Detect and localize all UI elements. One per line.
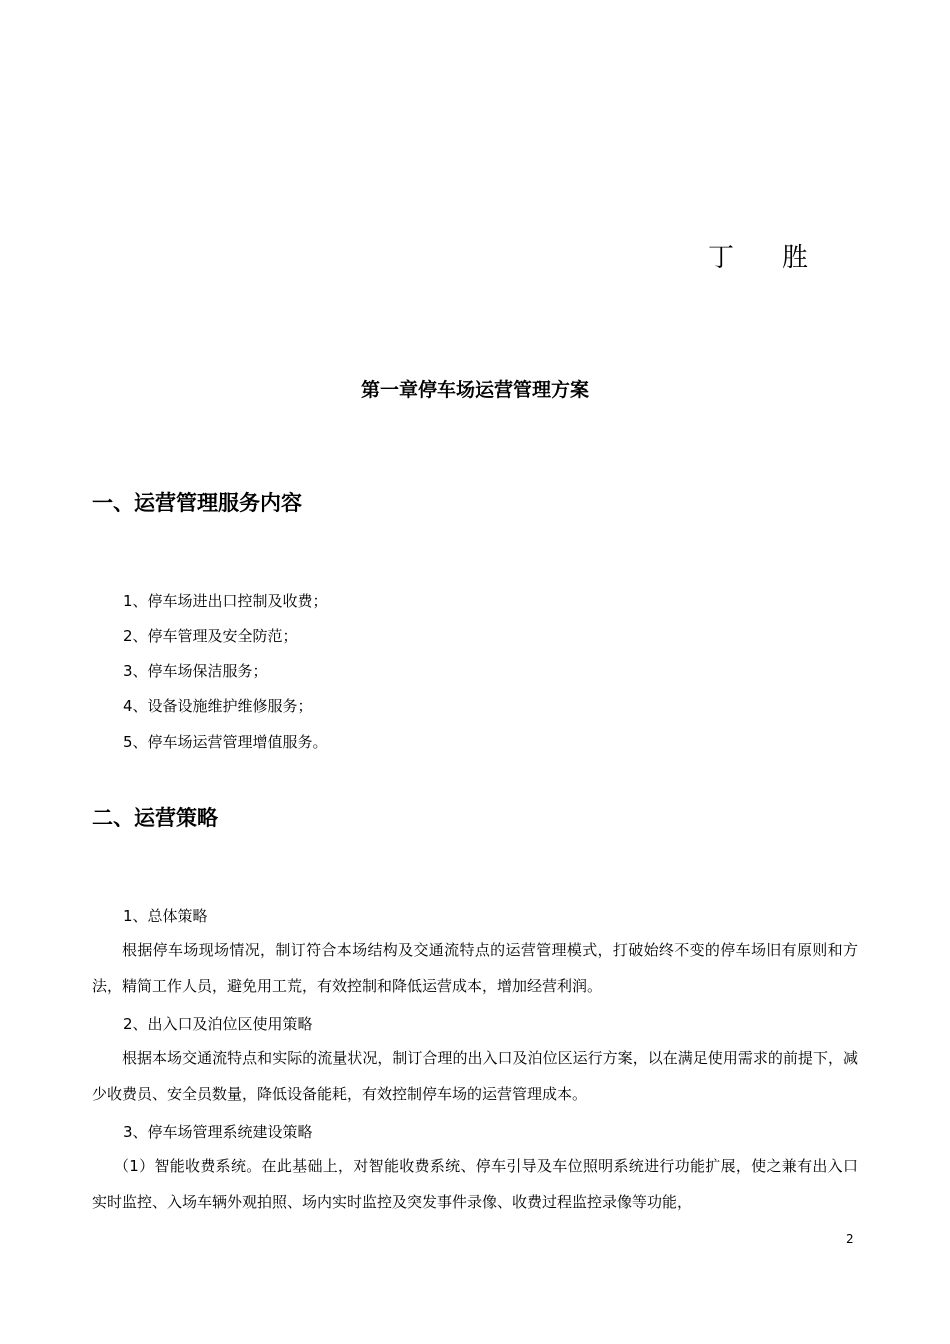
section-heading-service-content: 一、运营管理服务内容	[92, 491, 302, 515]
page-number: 2	[846, 1232, 854, 1246]
subsection-heading-system-strategy: 3、停车场管理系统建设策略	[123, 1123, 313, 1141]
list-item: 3、停车场保洁服务；	[123, 662, 268, 680]
section-heading-strategy: 二、运营策略	[92, 806, 218, 830]
chapter-title: 第一章停车场运营管理方案	[360, 379, 589, 401]
list-item: 1、停车场进出口控制及收费；	[123, 592, 328, 610]
paragraph-overall-strategy: 根据停车场现场情况，制订符合本场结构及交通流特点的运营管理模式，打破始终不变的停车场旧有原则和方法，精简工作人员，避免用工荒，有效控制和降低运营成本，增加经营利润。	[92, 941, 858, 995]
paragraph-entrance-strategy: 根据本场交通流特点和实际的流量状况，制订合理的出入口及泊位区运行方案，以在满足使用需求的前提下，减少收费员、安全员数量，降低设备能耗，有效控制停车场的运营管理成本。	[92, 1049, 858, 1103]
list-item: 2、停车管理及安全防范；	[123, 627, 298, 645]
list-item: 4、设备设施维护维修服务；	[123, 697, 313, 715]
list-item: 5、停车场运营管理增值服务。	[123, 733, 328, 751]
paragraph-system-strategy: （1）智能收费系统。在此基础上，对智能收费系统、停车引导及车位照明系统进行功能扩展，使之兼有出入口实时监控、入场车辆外观拍照、场内实时监控及突发事件录像、收费过程监控录像等功能，	[92, 1157, 858, 1211]
author-name: 丁胜	[708, 243, 857, 273]
subsection-heading-overall-strategy: 1、总体策略	[123, 907, 208, 925]
subsection-heading-entrance-strategy: 2、出入口及泊位区使用策略	[123, 1015, 313, 1033]
